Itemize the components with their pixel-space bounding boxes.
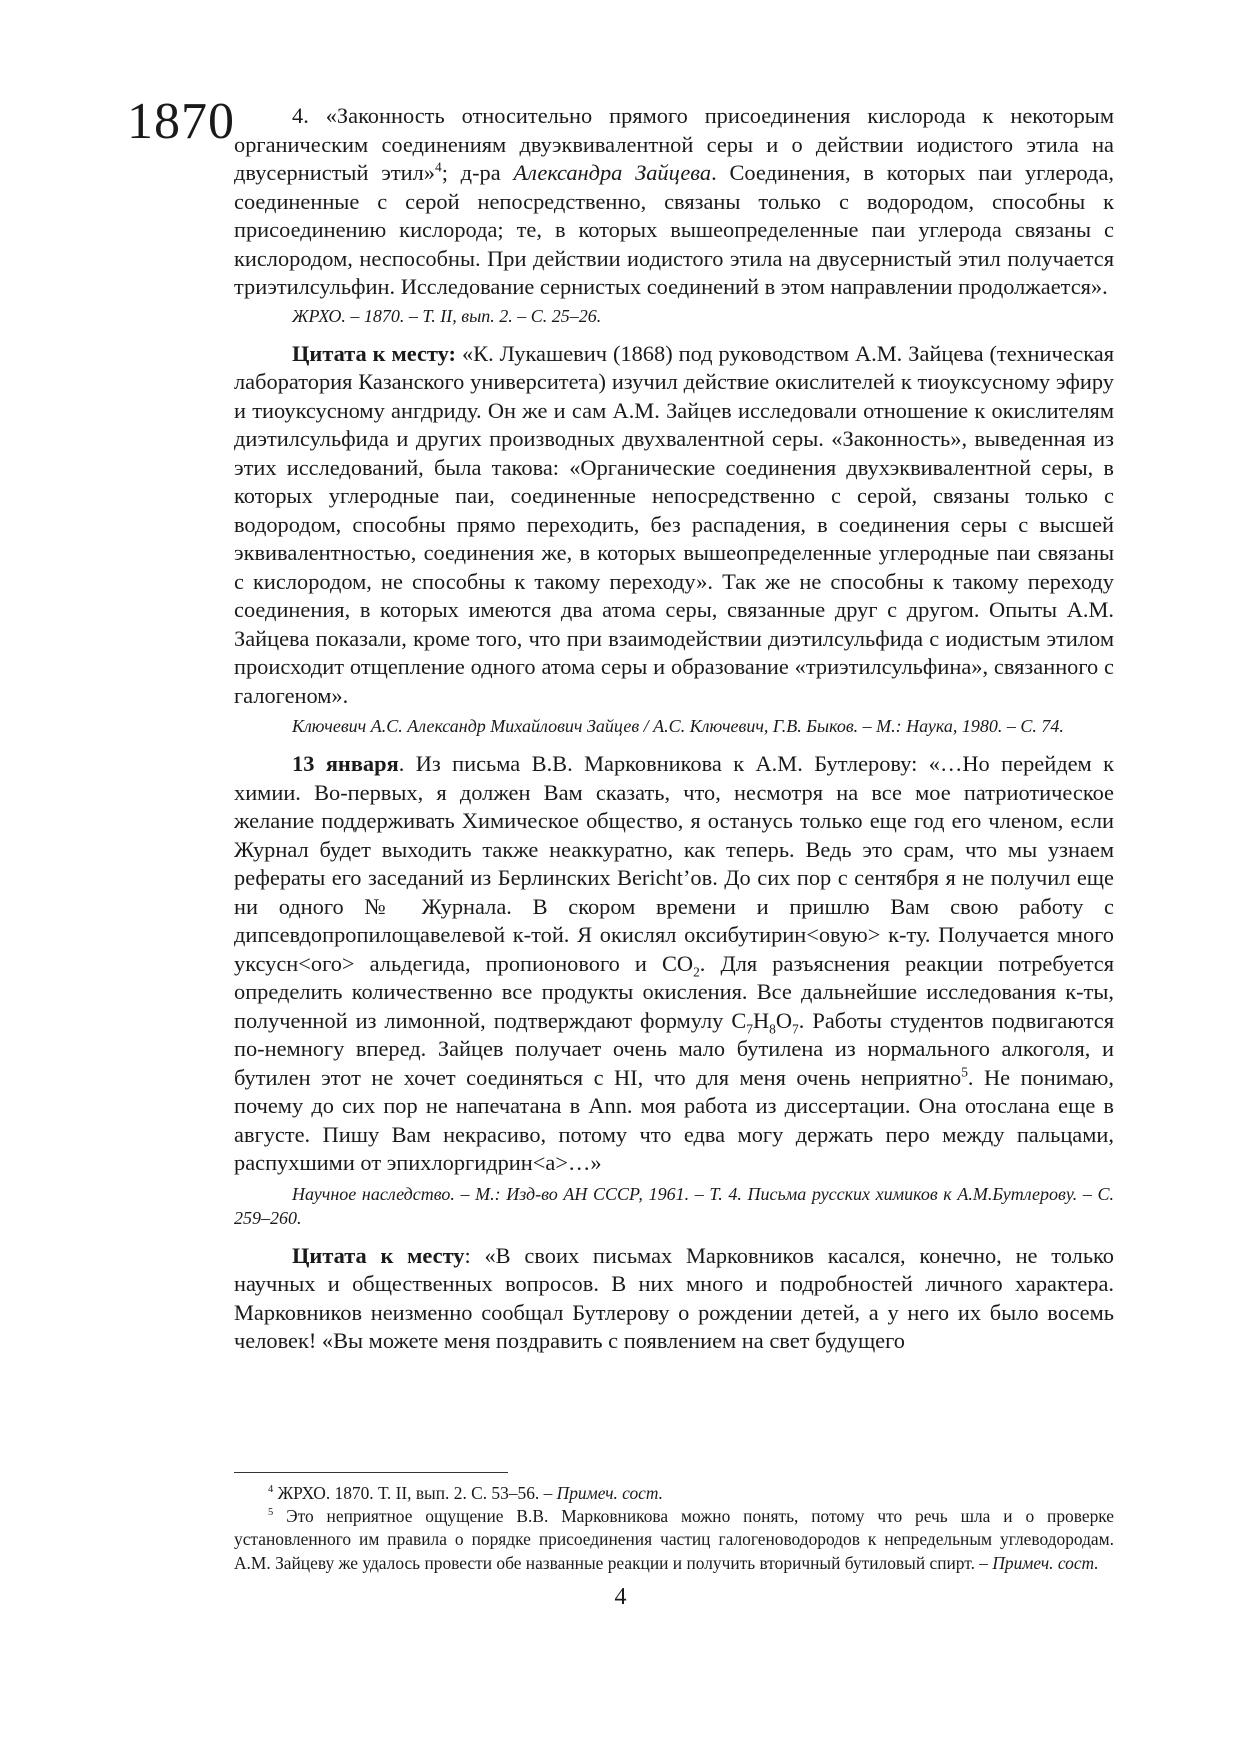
- subscript: 7: [746, 1020, 753, 1036]
- text-run: . Не понимаю, почему до сих пор не напечатана в Ann. моя работа из диссертации. Она отослана еще в августе. Пишу Вам некрасиво, потому что едва могу держать перо между пальцами, распухшими от эпихлоргидрин<а>…»: [234, 1064, 1114, 1175]
- text-run: H: [752, 1007, 770, 1033]
- text-run: O: [775, 1007, 793, 1033]
- subscript: 8: [769, 1020, 776, 1036]
- editor-note: Примеч. сост.: [556, 1483, 664, 1503]
- footnote-ref-5[interactable]: 5: [961, 1064, 968, 1080]
- source-citation-2: Ключевич А.С. Александр Михайлович Зайцев / А.С. Ключевич, Г.В. Быков. – М.: Наука, 1980. – С. 74.: [292, 716, 1064, 736]
- paragraph-quote-1: [234, 340, 1114, 711]
- text-run: ; д-ра: [441, 160, 514, 185]
- source-citation-3: Научное наследство. – М.: Изд-во АН СССР, 1961. – Т. 4. Письма русских химиков к А.М.Бутлерову. – С. 259–260.: [234, 1183, 1114, 1228]
- paragraph-report-zaitsev: [234, 102, 1114, 302]
- text-run: . Соединения, в которых паи углерода, соединенные с серой непосредственно, связаны только с водородом, способны к присоединению кислорода; те, в которых вышеопределенные паи углерода связаны с кислородом, неспособны. При действии иодистого этила на двусернистый этил получается триэтилсульфин. Исследование сернистых соединений в этом направлении продолжается».: [234, 160, 1114, 299]
- text-run: . Из письма В.В. Марковникова к А.М. Бутлерову: «…Но перейдем к химии. Во-первых, я должен Вам сказать, что, несмотря на все мое патриотическое желание поддерживать Химическое общество, я останусь только еще год его членом, если Журнал будет выходить также неаккуратно, как теперь. Ведь это срам, что мы узнаем рефераты его заседаний из Берлинских Bericht’ов. До сих пор с сентября я не получил еще ни одного № Журнала. В скором времени и пришлю Вам свою работу с дипсевдопропилощавелевой к-той. Я окислял оксибутирин<овую> к-ту. Получается много уксусн<ого> альдегида, пропионового и CO: [234, 751, 1114, 976]
- year-heading: 1870: [127, 93, 235, 150]
- text-run: . Работы студентов подвигаются по-немногу вперед. Зайцев получает очень мало бутилена из нормального алкоголя, и бутилен этот не хочет соединяться с HI, что для меня очень неприятно: [234, 1007, 1115, 1090]
- text-run: 4. «Законность относительно прямого присоединения кислорода к некоторым органическим соединениям двуэквивалентной серы и о действии иодистого этила на двусернистый этил»: [234, 103, 1114, 185]
- footnote-4: [234, 1482, 1114, 1505]
- text-run: ЖРХО. 1870. Т. II, вып. 2. С. 53–56. –: [273, 1483, 557, 1503]
- quote-label: Цитата к месту: [292, 1242, 465, 1268]
- footnote-mark: 4: [268, 1484, 274, 1496]
- date-label: 13 января: [292, 751, 399, 776]
- text-run: . Для разъяснения реакции потребуется определить количественно все продукты окисления. Все дальнейшие исследования к-ты, полученной из лимонной, подтверждают формулу C: [234, 950, 1114, 1033]
- text-run: : «В своих письмах Марковников касался, конечно, не только научных и общественных вопросов. В них много и подробностей личного характера. Марковников неизменно сообщал Бутлерову о рождении детей, а у него их было восемь человек! «Вы можете меня поздравить с появлением на свет будущего: [234, 1242, 1114, 1353]
- paragraph-quote-2: [234, 1242, 1114, 1356]
- page-number: 4: [614, 1584, 627, 1610]
- author-name: Александра Зайцева: [513, 160, 712, 185]
- paragraph-letter-markovnikov: [234, 750, 1114, 1178]
- subscript: 2: [693, 963, 700, 979]
- footnote-ref-4[interactable]: 4: [434, 159, 442, 175]
- text-run: Это неприятное ощущение В.В. Марковникова можно понять, потому что речь шла и о проверке установленного им правила о порядке присоединения частиц галогеноводородов к непредельным углеводородам. А.М. Зайцеву же удалось провести обе названные реакции и получить вторичный бутиловый спирт. –: [234, 1506, 1114, 1573]
- main-text: [234, 102, 1114, 1356]
- quote-label: Цитата к месту:: [292, 340, 456, 366]
- subscript: 7: [792, 1020, 799, 1036]
- source-citation-1: ЖРХО. – 1870. – Т. II, вып. 2. – С. 25–26.: [292, 305, 602, 326]
- editor-note: Примеч. сост.: [992, 1552, 1099, 1573]
- footnote-divider: [234, 1472, 508, 1473]
- footnotes: [234, 1482, 1114, 1575]
- text-run: «К. Лукашевич (1868) под руководством А.М. Зайцева (техническая лаборатория Казанского университета) изучил действие окислителей к тиоуксусному эфиру и тиоуксусному ангдриду. Он же и сам А.М. Зайцев исследовали отношение к окислителям диэтилсульфида и других производных двухвалентной серы. «Законность», выведенная из этих исследований, была такова: «Органические соединения двухэквивалентной серы, в которых углеродные паи, соединенные непосредственно с серой, связаны только с водородом, способны прямо переходить, без распадения, в соединения серы с высшей эквивалентностью, соединения же, в которых вышеопределенные углеродные паи связаны с кислородом, не способны к такому переходу». Так же не способны к такому переходу соединения, в которых имеются два атома серы, связанные друг с другом. Опыты А.М. Зайцева показали, кроме того, что при взаимодействии диэтилсульфида с иодистым этилом происходит отщепление одного атома серы и образование «триэтилсульфина», связанного с галогеном».: [234, 340, 1114, 708]
- footnote-5: [234, 1505, 1114, 1575]
- footnote-mark: 5: [268, 1507, 274, 1519]
